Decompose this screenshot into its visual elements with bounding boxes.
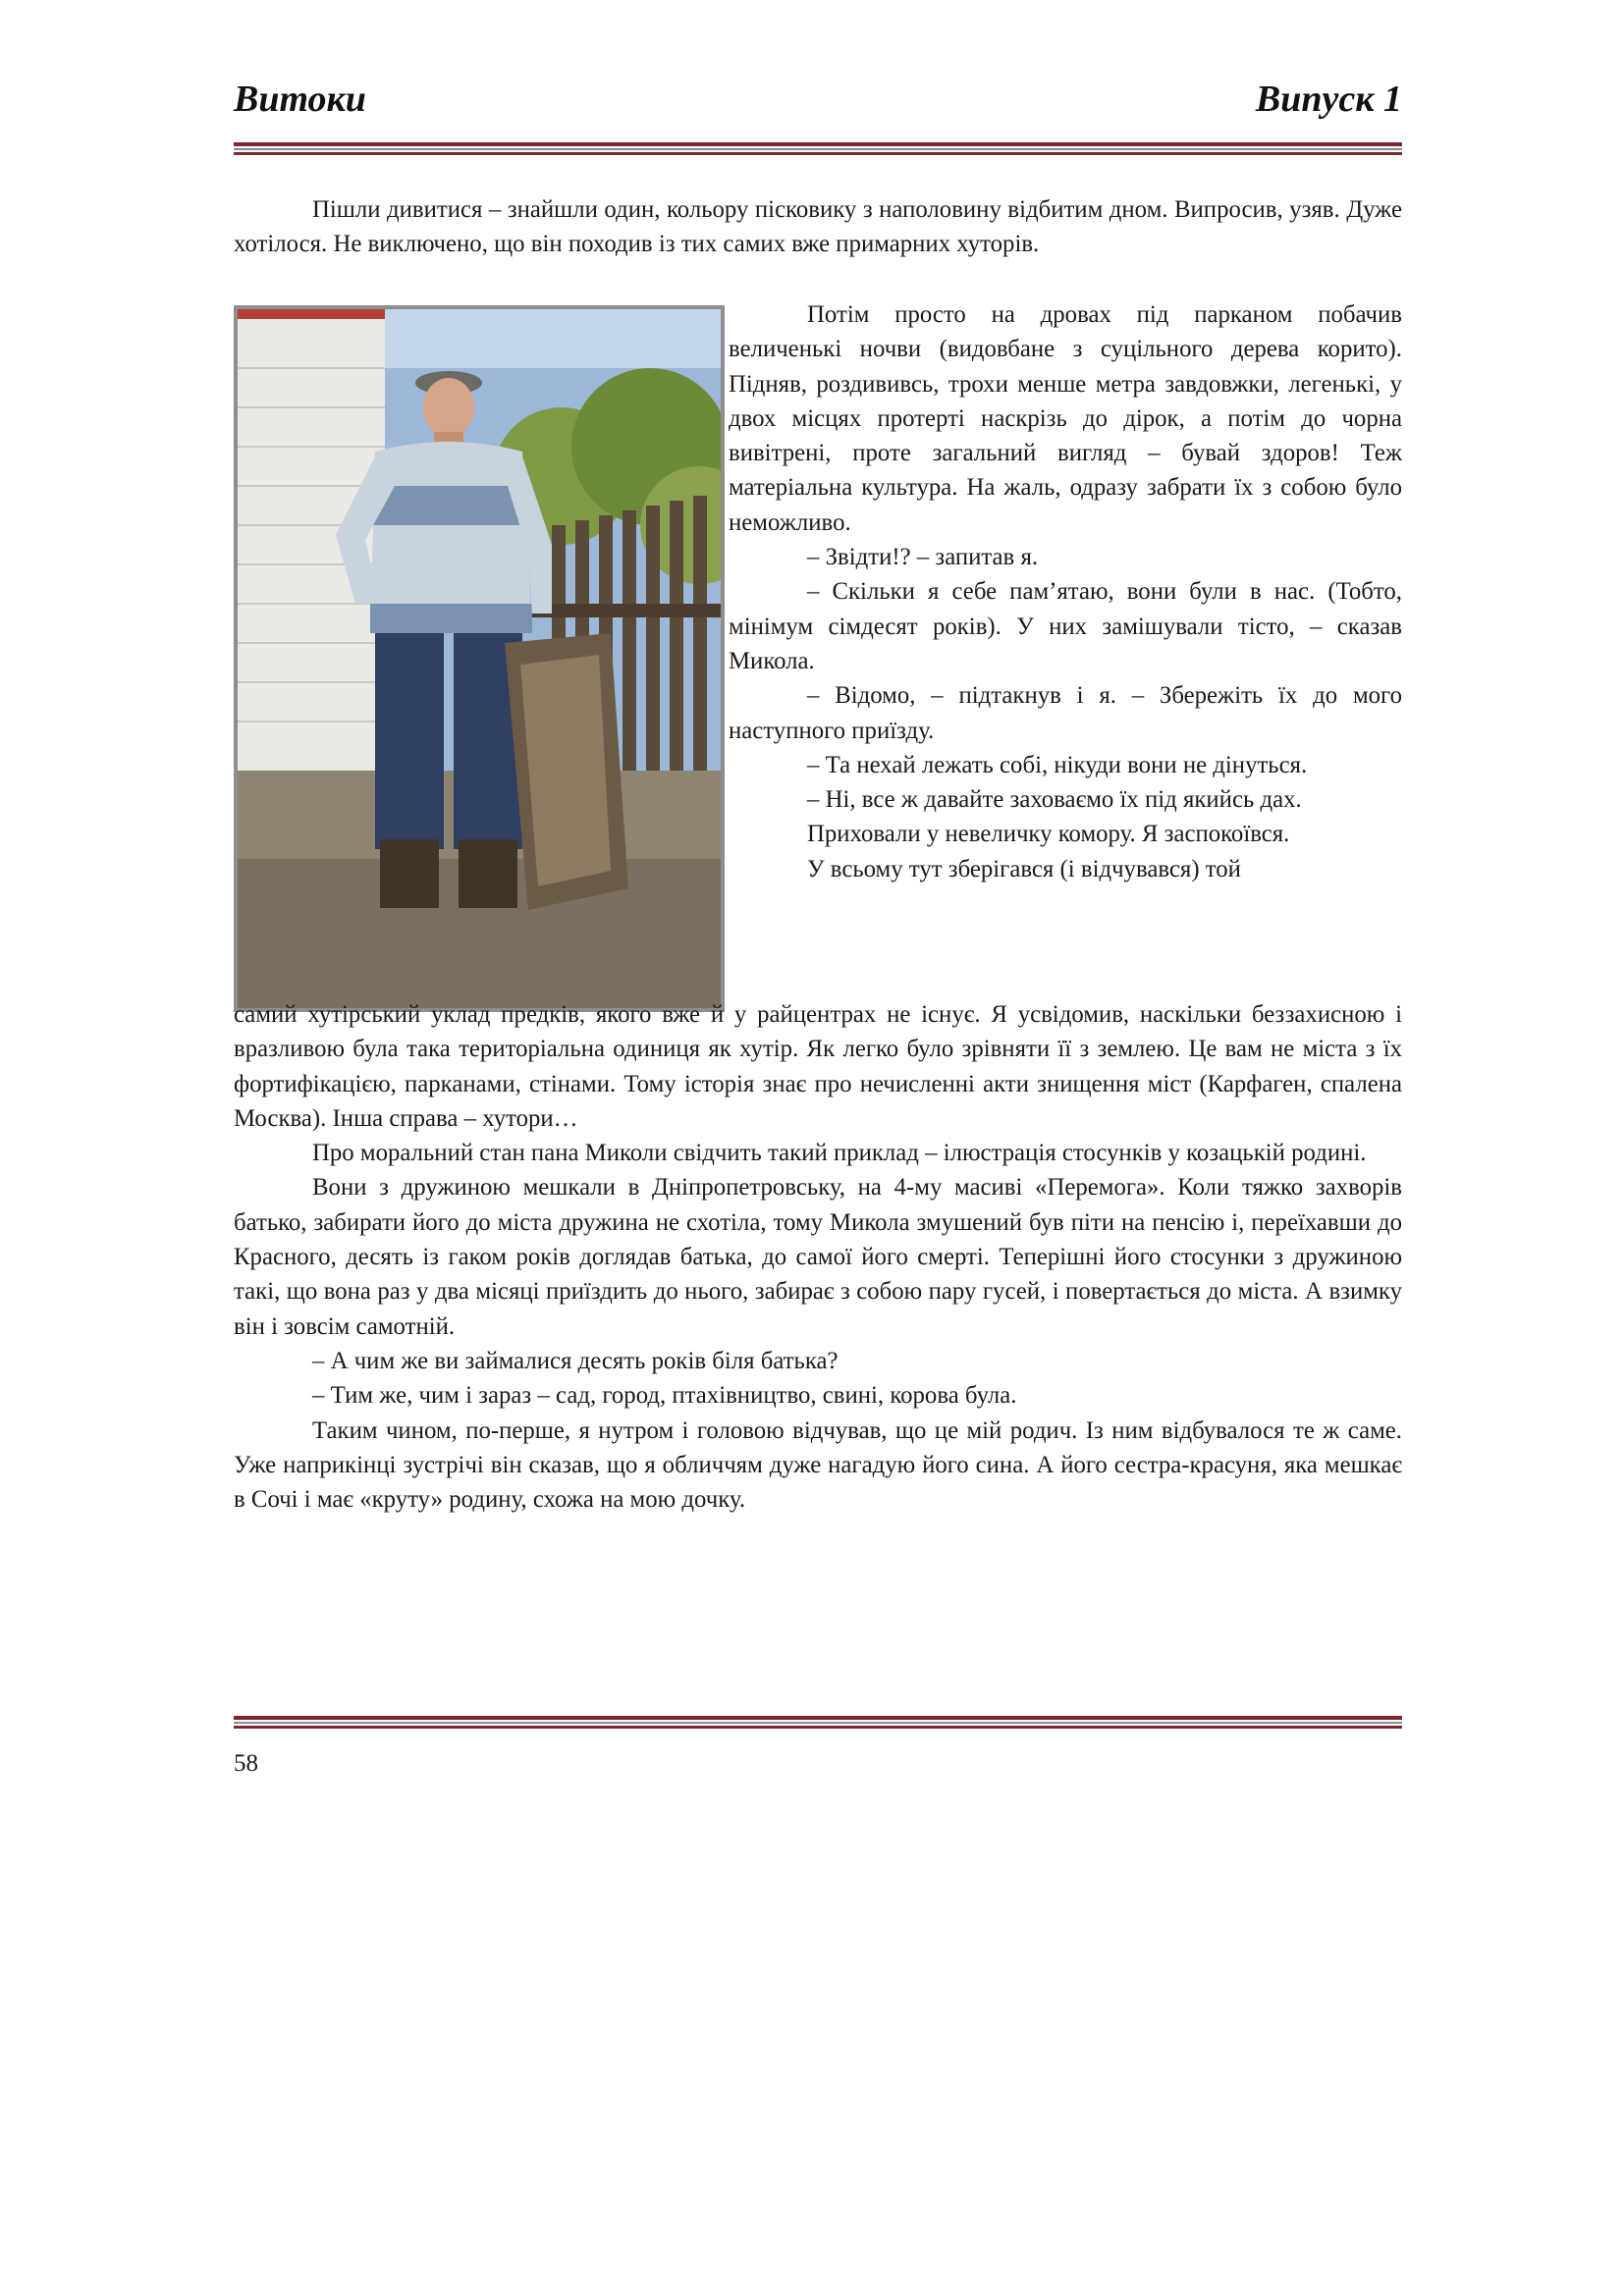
paragraph: Таким чином, по-перше, я нутром і головою відчував, що це мій родич. Із ним відбувалося те ж саме. Уже наприкінці зустрічі він сказав, що я обличчям дуже нагадую його сина. А його сестра-красуня, яка мешкає в Сочі і має «круту» родину, схожа на мою дочку. xyxy=(234,1416,1402,1514)
paragraph-continued: самий хутірський уклад предків, якого вже й у райцентрах не існує. Я усвідомив, наскільки беззахисною і вразливою була така територіальна одиниця як хутір. Як легко було зрівняти її з землею. Це вам не міста з їх фортифікацією, парканами, стінами. Тому історія знає про нечисленні акти знищення міст (Карфаген, спалена Москва). Інша справа – хутори… xyxy=(234,1001,1402,1132)
dialogue-line: – Тим же, чим і зараз – сад, город, птахівництво, свині, корова була. xyxy=(312,1382,1017,1410)
wrapped-text-column xyxy=(729,297,1402,886)
dialogue-line: – Ні, все ж давайте заховаємо їх під якийсь дах. xyxy=(807,786,1302,814)
paragraph: Потім просто на дровах під парканом побачив величенькі ночви (видовбане з суцільного дерева корито). Підняв, роздививсь, трохи менше метра завдовжки, легенькі, у двох місцях протерті наскрізь до дірок, а потім до чорна вивітрені, проте загальний вигляд – бувай здоров! Теж матеріальна культура. На жаль, одразу забрати їх з собою було неможливо. xyxy=(729,301,1402,536)
issue-label: Випуск 1 xyxy=(1255,79,1402,120)
paragraph: У всьому тут зберігався (і відчувався) той xyxy=(807,855,1241,882)
page-number: 58 xyxy=(234,1750,258,1777)
photo-man-with-trough xyxy=(234,305,725,1012)
paragraph: Пішли дивитися – знайшли один, кольору пісковику з наполовину відбитим дном. Випросив, узяв. Дуже хотілося. Не виключено, що він походив із тих самих вже примарних хуторів. xyxy=(234,196,1402,258)
dialogue-line: – Скільки я себе пам’ятаю, вони були в нас. (Тобто, мінімум сімдесят років). У них замішували тісто, – сказав Микола. xyxy=(729,578,1402,674)
footer-rule xyxy=(234,1716,1402,1729)
dialogue-line: – Та нехай лежать собі, нікуди вони не дінуться. xyxy=(807,751,1308,778)
dialogue-line: – Відомо, – підтакнув і я. – Збережіть їх до мого наступного приїзду. xyxy=(729,682,1402,744)
photo-image xyxy=(238,309,721,1008)
journal-title: Витоки xyxy=(234,79,366,120)
paragraph: Вони з дружиною мешкали в Дніпропетровську, на 4-му масиві «Перемога». Коли тяжко захворів батько, забирати його до міста дружина не схотіла, тому Микола змушений був піти на пенсію і, переїхавши до Красного, десять із гаком років доглядав батька, до самої його смерті. Теперішні його стосунки з дружиною такі, що вона раз у два місяці приїздить до нього, забирає з собою пару гусей, і повертається до міста. А взимку він і зовсім самотній. xyxy=(234,1174,1402,1340)
main-text xyxy=(234,997,1402,1517)
dialogue-line: – А чим же ви займалися десять років біля батька? xyxy=(312,1347,839,1374)
paragraph: Про моральний стан пана Миколи свідчить такий приклад – ілюстрація стосунків у козацькій родині. xyxy=(312,1140,1367,1167)
intro-text xyxy=(234,192,1402,262)
header-rule xyxy=(234,142,1402,155)
running-header xyxy=(234,79,1402,120)
paragraph: Приховали у невеличку комору. Я заспокоївся. xyxy=(807,821,1290,848)
dialogue-line: – Звідти!? – запитав я. xyxy=(807,544,1039,571)
